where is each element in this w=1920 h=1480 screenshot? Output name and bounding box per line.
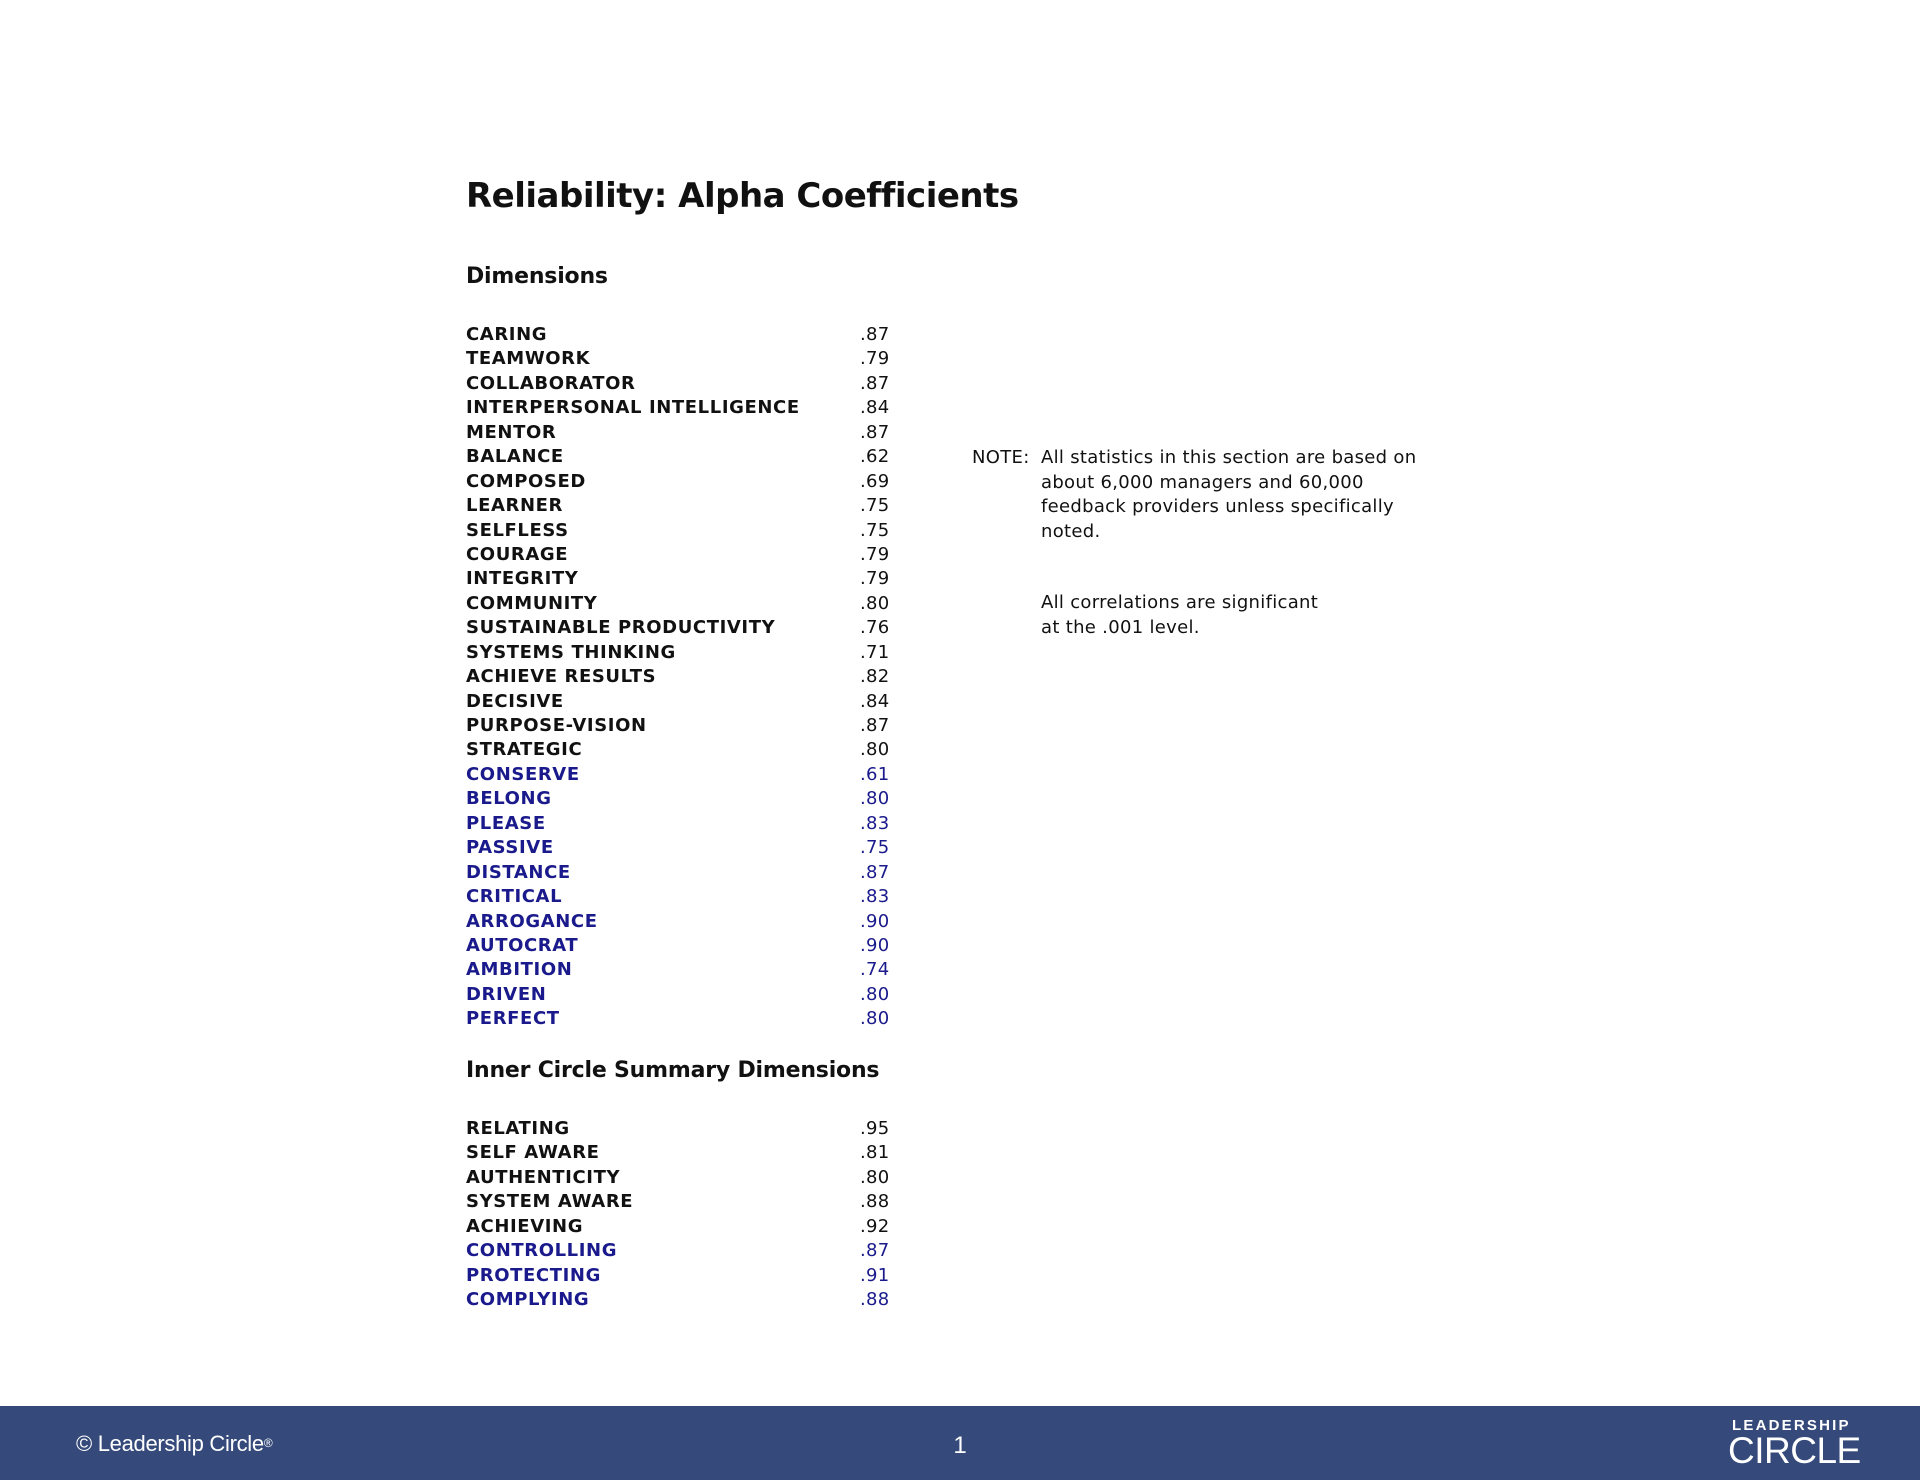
copyright-notice (76, 1431, 272, 1457)
alpha-coefficient: .74 (860, 959, 890, 981)
alpha-coefficient: .80 (860, 1166, 890, 1188)
table-row (466, 812, 906, 836)
table-row (466, 1141, 906, 1165)
table-row (466, 983, 906, 1007)
alpha-coefficient: .88 (860, 1289, 890, 1311)
alpha-coefficient: .87 (860, 324, 890, 345)
dimension-name: COMPOSED (466, 470, 586, 492)
alpha-coefficient: .75 (860, 495, 890, 517)
dimension-name: PLEASE (466, 812, 546, 834)
table-row (466, 1117, 906, 1141)
table-row (466, 421, 906, 445)
alpha-coefficient: .87 (860, 1240, 890, 1262)
alpha-coefficient: .80 (860, 983, 890, 1005)
page-footer (0, 1406, 1920, 1480)
table-row (466, 543, 906, 567)
table-row (466, 1166, 906, 1190)
dimension-name: SELF AWARE (466, 1142, 600, 1164)
note-paragraph (1041, 446, 1441, 544)
dimension-name: ARROGANCE (466, 910, 598, 932)
table-row (466, 470, 906, 494)
alpha-coefficient: .79 (860, 348, 890, 370)
alpha-coefficient: .80 (860, 592, 890, 614)
table-row (466, 567, 906, 591)
table-row (466, 836, 906, 860)
dimension-name: COURAGE (466, 543, 569, 565)
alpha-coefficient: .91 (860, 1264, 890, 1286)
dimension-name: SELFLESS (466, 519, 569, 541)
table-row (466, 1264, 906, 1288)
alpha-coefficient: .87 (860, 372, 890, 394)
dimension-name: SUSTAINABLE PRODUCTIVITY (466, 617, 776, 639)
alpha-coefficient: .79 (860, 568, 890, 590)
table-row (466, 641, 906, 665)
alpha-coefficient: .83 (860, 886, 890, 908)
dimension-name: RELATING (466, 1118, 570, 1139)
table-row (466, 616, 906, 640)
table-row (466, 934, 906, 958)
dimension-name: SYSTEMS THINKING (466, 641, 676, 663)
alpha-coefficient: .80 (860, 739, 890, 761)
table-row (466, 861, 906, 885)
alpha-coefficient: .75 (860, 519, 890, 541)
table-row (466, 445, 906, 469)
table-row (466, 665, 906, 689)
table-row (466, 1190, 906, 1214)
table-row (466, 910, 906, 934)
alpha-coefficient: .71 (860, 641, 890, 663)
logo-bottom-text: CIRCLE (1728, 1430, 1861, 1471)
dimension-name: STRATEGIC (466, 739, 583, 761)
dimension-name: MENTOR (466, 421, 557, 443)
inner-circle-heading: Inner Circle Summary Dimensions (466, 1058, 880, 1083)
table-row (466, 763, 906, 787)
alpha-coefficient: .88 (860, 1191, 890, 1213)
alpha-coefficient: .61 (860, 763, 890, 785)
table-row (466, 347, 906, 371)
dimension-name: BALANCE (466, 446, 564, 468)
alpha-coefficient: .84 (860, 690, 890, 712)
alpha-coefficient: .75 (860, 837, 890, 859)
alpha-coefficient: .87 (860, 861, 890, 883)
table-row (466, 885, 906, 909)
alpha-coefficient: .79 (860, 543, 890, 565)
note-line: at the .001 level. (1041, 616, 1200, 638)
dimension-name: AMBITION (466, 959, 573, 981)
note-line: All correlations are significant (1041, 592, 1319, 613)
dimension-name: SYSTEM AWARE (466, 1191, 634, 1213)
note-line: noted. (1041, 520, 1101, 542)
dimension-name: INTEGRITY (466, 568, 579, 590)
table-row (466, 1215, 906, 1239)
alpha-coefficient: .62 (860, 446, 890, 468)
alpha-coefficient: .81 (860, 1142, 890, 1164)
logo-top-text: LEADERSHIP (1732, 1417, 1851, 1434)
dimension-name: AUTOCRAT (466, 934, 579, 956)
dimensions-heading: Dimensions (466, 264, 608, 289)
dimension-name: PASSIVE (466, 837, 554, 859)
table-row (466, 1239, 906, 1263)
table-row (466, 714, 906, 738)
dimension-name: LEARNER (466, 495, 563, 517)
dimension-name: CARING (466, 324, 548, 345)
dimension-name: TEAMWORK (466, 348, 591, 370)
table-row (466, 372, 906, 396)
dimension-name: DECISIVE (466, 690, 564, 712)
dimension-name: PERFECT (466, 1008, 560, 1030)
dimension-name: COLLABORATOR (466, 372, 636, 394)
dimensions-table (466, 323, 906, 1032)
dimension-name: BELONG (466, 788, 552, 810)
table-row (466, 519, 906, 543)
dimension-name: INTERPERSONAL INTELLIGENCE (466, 397, 800, 419)
registered-mark: ® (263, 1436, 273, 1450)
alpha-coefficient: .83 (860, 812, 890, 834)
table-row (466, 494, 906, 518)
dimension-name: PURPOSE-VISION (466, 715, 647, 736)
dimension-name: COMMUNITY (466, 592, 598, 614)
alpha-coefficient: .80 (860, 788, 890, 810)
alpha-coefficient: .80 (860, 1008, 890, 1030)
alpha-coefficient: .84 (860, 397, 890, 419)
alpha-coefficient: .76 (860, 617, 890, 639)
alpha-coefficient: .92 (860, 1215, 890, 1237)
dimension-name: CRITICAL (466, 886, 563, 908)
dimension-name: PROTECTING (466, 1264, 601, 1286)
table-row (466, 958, 906, 982)
note-significance-paragraph (1041, 591, 1441, 640)
page-number: 1 (953, 1432, 967, 1459)
table-row (466, 690, 906, 714)
table-row (466, 738, 906, 762)
note-line: All statistics in this section are based on (1041, 447, 1417, 468)
alpha-coefficient: .87 (860, 421, 890, 443)
table-row (466, 1007, 906, 1031)
dimension-name: CONSERVE (466, 763, 580, 785)
table-row (466, 592, 906, 616)
table-row (466, 787, 906, 811)
dimension-name: ACHIEVE RESULTS (466, 666, 657, 688)
dimension-name: COMPLYING (466, 1289, 590, 1311)
leadership-circle-logo (1728, 1417, 1878, 1471)
alpha-coefficient: .87 (860, 715, 890, 736)
alpha-coefficient: .90 (860, 910, 890, 932)
alpha-coefficient: .95 (860, 1118, 890, 1139)
table-row (466, 1288, 906, 1312)
page-title: Reliability: Alpha Coefficients (466, 176, 1019, 216)
dimension-name: AUTHENTICITY (466, 1166, 621, 1188)
dimension-name: DISTANCE (466, 861, 571, 883)
dimension-name: ACHIEVING (466, 1215, 584, 1237)
alpha-coefficient: .69 (860, 470, 890, 492)
dimension-name: DRIVEN (466, 983, 547, 1005)
note-label: NOTE: (972, 447, 1030, 468)
table-row (466, 396, 906, 420)
note-line: feedback providers unless specifically (1041, 496, 1394, 517)
table-row (466, 323, 906, 347)
alpha-coefficient: .90 (860, 934, 890, 956)
inner-circle-table (466, 1117, 906, 1313)
note-line: about 6,000 managers and 60,000 (1041, 471, 1364, 493)
dimension-name: CONTROLLING (466, 1240, 618, 1262)
alpha-coefficient: .82 (860, 666, 890, 688)
copyright-text: © Leadership Circle (76, 1431, 264, 1456)
